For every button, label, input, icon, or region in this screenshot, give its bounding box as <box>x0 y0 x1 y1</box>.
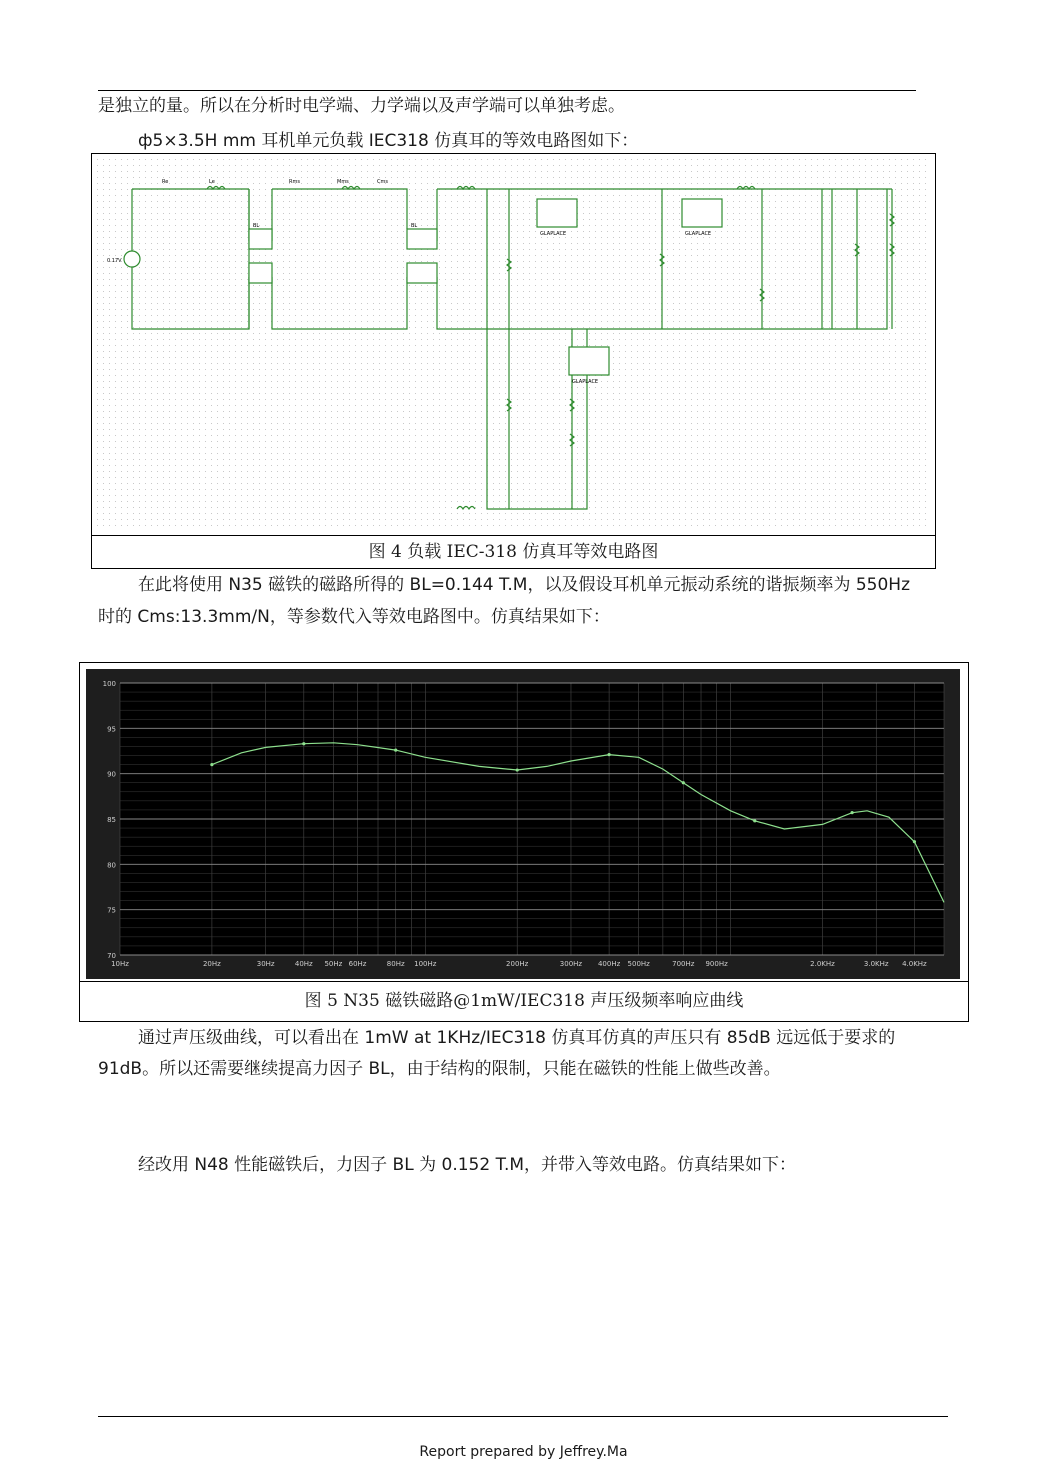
glaplace-1-label: GLAPLACE <box>540 231 567 237</box>
x-tick-label: 400Hz <box>597 960 621 968</box>
text-para-2-line-1: 在此将使用 N35 磁铁的磁路所得的 BL=0.144 T.M，以及假设耳机单元振动系统的谐振频率为 550Hz <box>138 575 911 595</box>
x-tick-label: 60Hz <box>348 960 367 968</box>
x-tick-label: 20Hz <box>202 960 221 968</box>
x-tick-label: 700Hz <box>672 960 695 968</box>
figure-5-caption: 图 5 N35 磁铁磁路@1mW/IEC318 声压级频率响应曲线 <box>80 981 968 1020</box>
figure-4-frame <box>91 153 936 569</box>
figure-5-frame <box>79 662 969 1022</box>
glaplace-3-label: GLAPLACE <box>572 379 599 385</box>
data-point <box>302 742 305 745</box>
x-tick-label: 100Hz <box>414 960 437 968</box>
text-para-4: 经改用 N48 性能磁铁后，力因子 BL 为 0.152 T.M，并带入等效电路。仿真结果如下： <box>138 1155 797 1175</box>
x-tick-label: 200Hz <box>506 960 529 968</box>
footer-text: Report prepared by Jeffrey.Ma <box>419 1444 628 1460</box>
figure-4-caption: 图 4 负载 IEC-318 仿真耳等效电路图 <box>92 535 935 568</box>
frequency-response-chart <box>86 669 960 979</box>
data-point <box>608 753 611 756</box>
data-point <box>753 819 756 822</box>
glaplace-2-label: GLAPLACE <box>685 231 712 237</box>
x-tick-label: 30Hz <box>256 960 275 968</box>
text-line-2: ф5×3.5H mm 耳机单元负载 IEC318 仿真耳的等效电路图如下： <box>138 131 639 151</box>
x-tick-label: 900Hz <box>705 960 728 968</box>
data-point <box>682 781 685 784</box>
data-point <box>516 768 519 771</box>
rms-label: Rms <box>289 179 300 185</box>
text-para-2-line-2: 时的 Cms:13.3mm/N，等参数代入等效电路图中。仿真结果如下： <box>98 607 610 627</box>
bl-label-2: BL <box>411 223 418 229</box>
text-para-3-line-2: 91dB。所以还需要继续提高力因子 BL，由于结构的限制，只能在磁铁的性能上做些改善。 <box>98 1059 781 1079</box>
re-label: Re <box>162 179 169 185</box>
x-tick-label: 2.0KHz <box>810 960 835 968</box>
cms-label: Cms <box>377 179 388 185</box>
bl-label-1: BL <box>253 223 260 229</box>
x-tick-label: 80Hz <box>386 960 405 968</box>
x-tick-label: 300Hz <box>559 960 583 968</box>
x-tick-label: 50Hz <box>324 960 343 968</box>
y-tick-label: 75 <box>107 906 116 915</box>
data-point <box>913 840 916 843</box>
y-tick-label: 100 <box>102 680 116 688</box>
data-point <box>850 811 853 814</box>
text-line-1: 是独立的量。所以在分析时电学端、力学端以及声学端可以单独考虑。 <box>98 96 625 116</box>
le-label: Le <box>209 179 215 185</box>
circuit-schematic <box>97 159 928 529</box>
y-tick-label: 90 <box>107 770 116 779</box>
source-label: 0.17V <box>107 258 122 264</box>
x-tick-label: 4.0KHz <box>902 960 927 968</box>
footer-rule <box>98 1416 948 1417</box>
y-tick-label: 85 <box>107 816 116 824</box>
x-tick-label: 10Hz <box>111 960 129 968</box>
x-tick-label: 3.0KHz <box>863 960 889 968</box>
text-para-3-line-1: 通过声压级曲线，可以看出在 1mW at 1KHz/IEC318 仿真耳仿真的声压只有 85dB 远远低于要求的 <box>138 1028 896 1048</box>
data-point <box>210 763 213 766</box>
y-tick-label: 95 <box>107 725 116 734</box>
mms-label: Mms <box>337 179 349 185</box>
x-tick-label: 500Hz <box>627 960 650 968</box>
x-tick-label: 40Hz <box>294 960 313 968</box>
header-rule <box>98 90 916 91</box>
data-point <box>394 748 397 751</box>
y-tick-label: 80 <box>107 861 116 870</box>
y-tick-label: 70 <box>107 952 116 960</box>
